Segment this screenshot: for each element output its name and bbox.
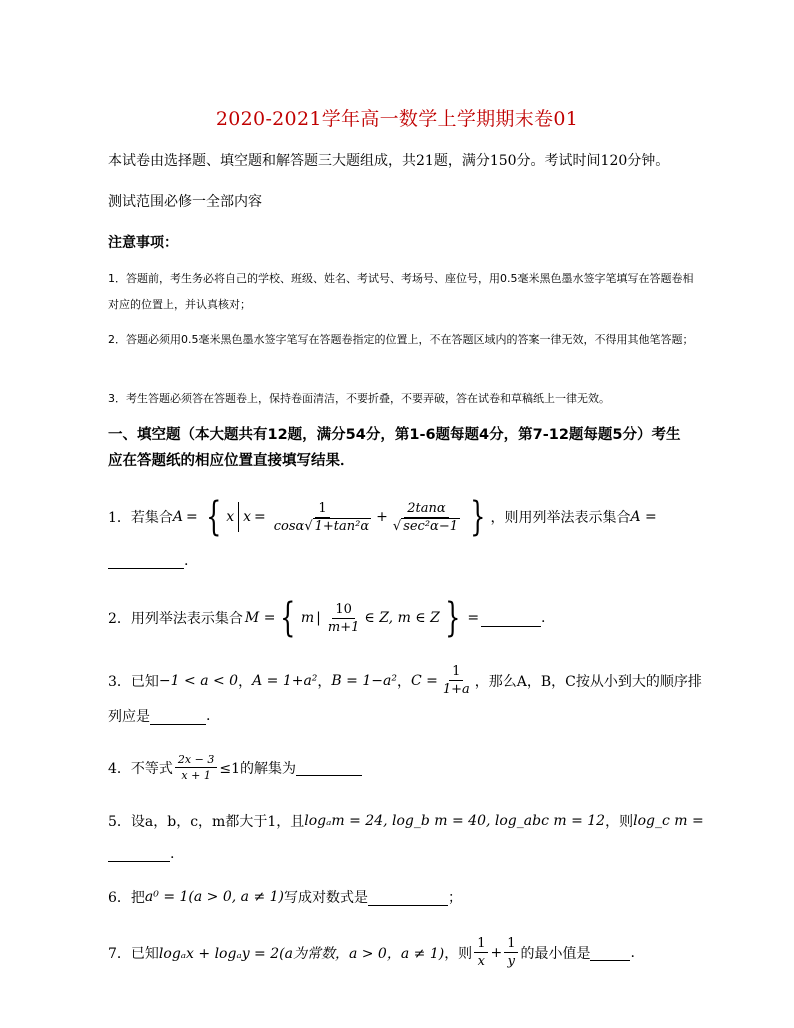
q2-number: 2．用列举法表示集合	[108, 611, 243, 627]
q1-number: 1．若集合	[108, 510, 173, 526]
notice-item: 3．考生答题必须答在答题卷上，保持卷面清洁，不要折叠，不要弄破，答在试卷和草稿纸上一律无效。	[108, 392, 610, 405]
notice-item: 1．答题前，考生务必将自己的学校、班级、姓名、考试号、考场号、座位号，用0.5毫米黑色墨水签字笔填写在答题卷相对应的位置上，并认真核对；	[108, 272, 694, 311]
q1-equals: =	[186, 509, 198, 525]
q3-tail: ，那么A，B，C按从小到大的顺序排	[474, 673, 702, 690]
q1-frac1-numerator: 1	[315, 501, 329, 518]
q5-ask: log_c m =	[633, 813, 704, 829]
q1-frac2-numerator: 2tanα	[404, 501, 448, 518]
q2-var: m	[300, 610, 315, 626]
q1-plus: +	[376, 509, 388, 525]
q1-fraction-1	[271, 501, 374, 534]
q5-tail: ，则	[605, 814, 634, 830]
question-2: 2．用列举法表示集合 M = { m | $\frac{10}{m+1}$ ∈ Z, m ∈ Z } = .	[108, 595, 546, 641]
q6-expression: a⁰ = 1(a > 0, a ≠ 1)	[144, 889, 285, 905]
scope-text: 测试范围必修一全部内容	[108, 194, 262, 210]
question-5	[108, 811, 704, 831]
q7-tail1: ，则	[444, 945, 473, 962]
q7-fraction-1: $\frac{1}{x}$	[474, 936, 488, 969]
q1-frac1-denominator: cosα√ 1+tan²α	[273, 518, 370, 534]
q6-answer-blank[interactable]	[368, 889, 448, 906]
q4-fraction	[175, 753, 217, 782]
q1-bar	[238, 502, 239, 532]
q4-frac-numerator: 2x − 3	[175, 753, 217, 768]
intro-text: 本试卷由选择题、填空题和解答题三大题组成，共21题，满分150分。考试时间120分钟。	[108, 153, 670, 169]
q1-tail-var: A =	[630, 509, 657, 525]
q4-relation: ≤1的解集为	[219, 760, 296, 777]
section-heading: 一、填空题（本大题共有12题，满分54分，第1-6题每题4分，第7-12题每题5分）考生应在答题纸的相应位置直接填写结果．	[108, 427, 681, 469]
question-4	[108, 753, 694, 782]
question-6	[108, 887, 694, 907]
q7-answer-blank[interactable]	[590, 944, 630, 961]
q4-answer-blank[interactable]	[296, 759, 362, 776]
q1-frac2-denominator: √ sec²α−1	[392, 518, 458, 534]
q3-frac-numerator: 1	[449, 664, 463, 681]
q3-A: A = 1+a²	[252, 672, 318, 689]
q7-number: 7．已知	[108, 945, 159, 962]
q2-frac-denominator: m+1	[327, 619, 360, 635]
notice-item: 2．答题必须用0.5毫米黑色墨水签字笔写在答题卷指定的位置上，不在答题区域内的答案一律无效，不得用其他笔答题；	[108, 333, 694, 346]
q2-tail: =	[467, 610, 480, 626]
question-1	[108, 494, 694, 540]
q2-condition: ∈ Z, m ∈ Z	[364, 610, 440, 626]
q1-var: x	[226, 509, 235, 525]
question-5-answer-line: .	[108, 845, 694, 862]
question-3: 3．已知 −1 < a < 0 ， A = 1+a² ， B = 1−a² ， C = $\frac{1}{1+a}$ ，那么A，B，C按从小到大的顺序排	[108, 664, 702, 697]
q2-right-brace: }	[444, 595, 461, 641]
q7-fraction-2: $\frac{1}{y}$	[504, 936, 518, 969]
q5-answer-blank[interactable]	[108, 845, 170, 862]
q7-expression: logₐx + logₐy = 2(a为常数，a > 0，a ≠ 1)	[158, 945, 445, 962]
q2-lhs: M =	[244, 610, 276, 626]
page-title: 2020-2021学年高一数学上学期期末卷01	[215, 108, 579, 130]
q1-eq2: =	[254, 509, 266, 525]
q2-answer-blank[interactable]	[481, 610, 541, 627]
q3-fraction	[440, 664, 473, 697]
notice-heading: 注意事项：	[108, 235, 178, 251]
q1-set-name: A	[172, 509, 184, 525]
q2-frac-numerator: 10	[332, 602, 355, 619]
q6-end: ；	[448, 890, 463, 906]
q1-var2: x	[243, 509, 252, 525]
q3-line2: 列应是	[108, 709, 150, 725]
q1-left-brace: {	[205, 494, 222, 540]
q6-tail: 写成对数式是	[284, 890, 369, 906]
q1-right-brace: }	[470, 494, 486, 540]
question-1-answer-line: .	[108, 552, 694, 569]
q3-B: B = 1−a²	[331, 672, 397, 689]
question-7: 7．已知 logₐx + logₐy = 2(a为常数，a > 0，a ≠ 1) ，则 $\frac{1}{x}$ + $\frac{1}{y}$ 的最小值是 .	[108, 936, 635, 969]
q5-expression: logₐm = 24, log_b m = 40, log_abc m = 12	[304, 813, 606, 829]
q5-number: 5．设a，b，c，m都大于1，且	[108, 814, 305, 830]
q1-fraction-2	[390, 501, 463, 534]
q3-condition: −1 < a < 0	[158, 672, 239, 689]
q3-number: 3．已知	[108, 673, 159, 690]
q1-tail: ，则用列举法表示集合	[490, 510, 631, 526]
q4-number: 4．不等式	[108, 760, 173, 777]
q4-frac-denominator: x + 1	[181, 769, 211, 782]
q2-fraction	[325, 602, 363, 635]
q6-number: 6．把	[108, 890, 145, 906]
q3-answer-blank[interactable]	[150, 708, 206, 725]
q2-left-brace: {	[280, 595, 296, 641]
q3-frac-denominator: 1+a	[442, 682, 470, 697]
q7-tail2: 的最小值是	[520, 945, 591, 962]
q3-C-prefix: C =	[410, 672, 438, 689]
q1-answer-blank[interactable]	[108, 552, 184, 569]
question-3-line-2: 列应是 .	[108, 708, 211, 725]
